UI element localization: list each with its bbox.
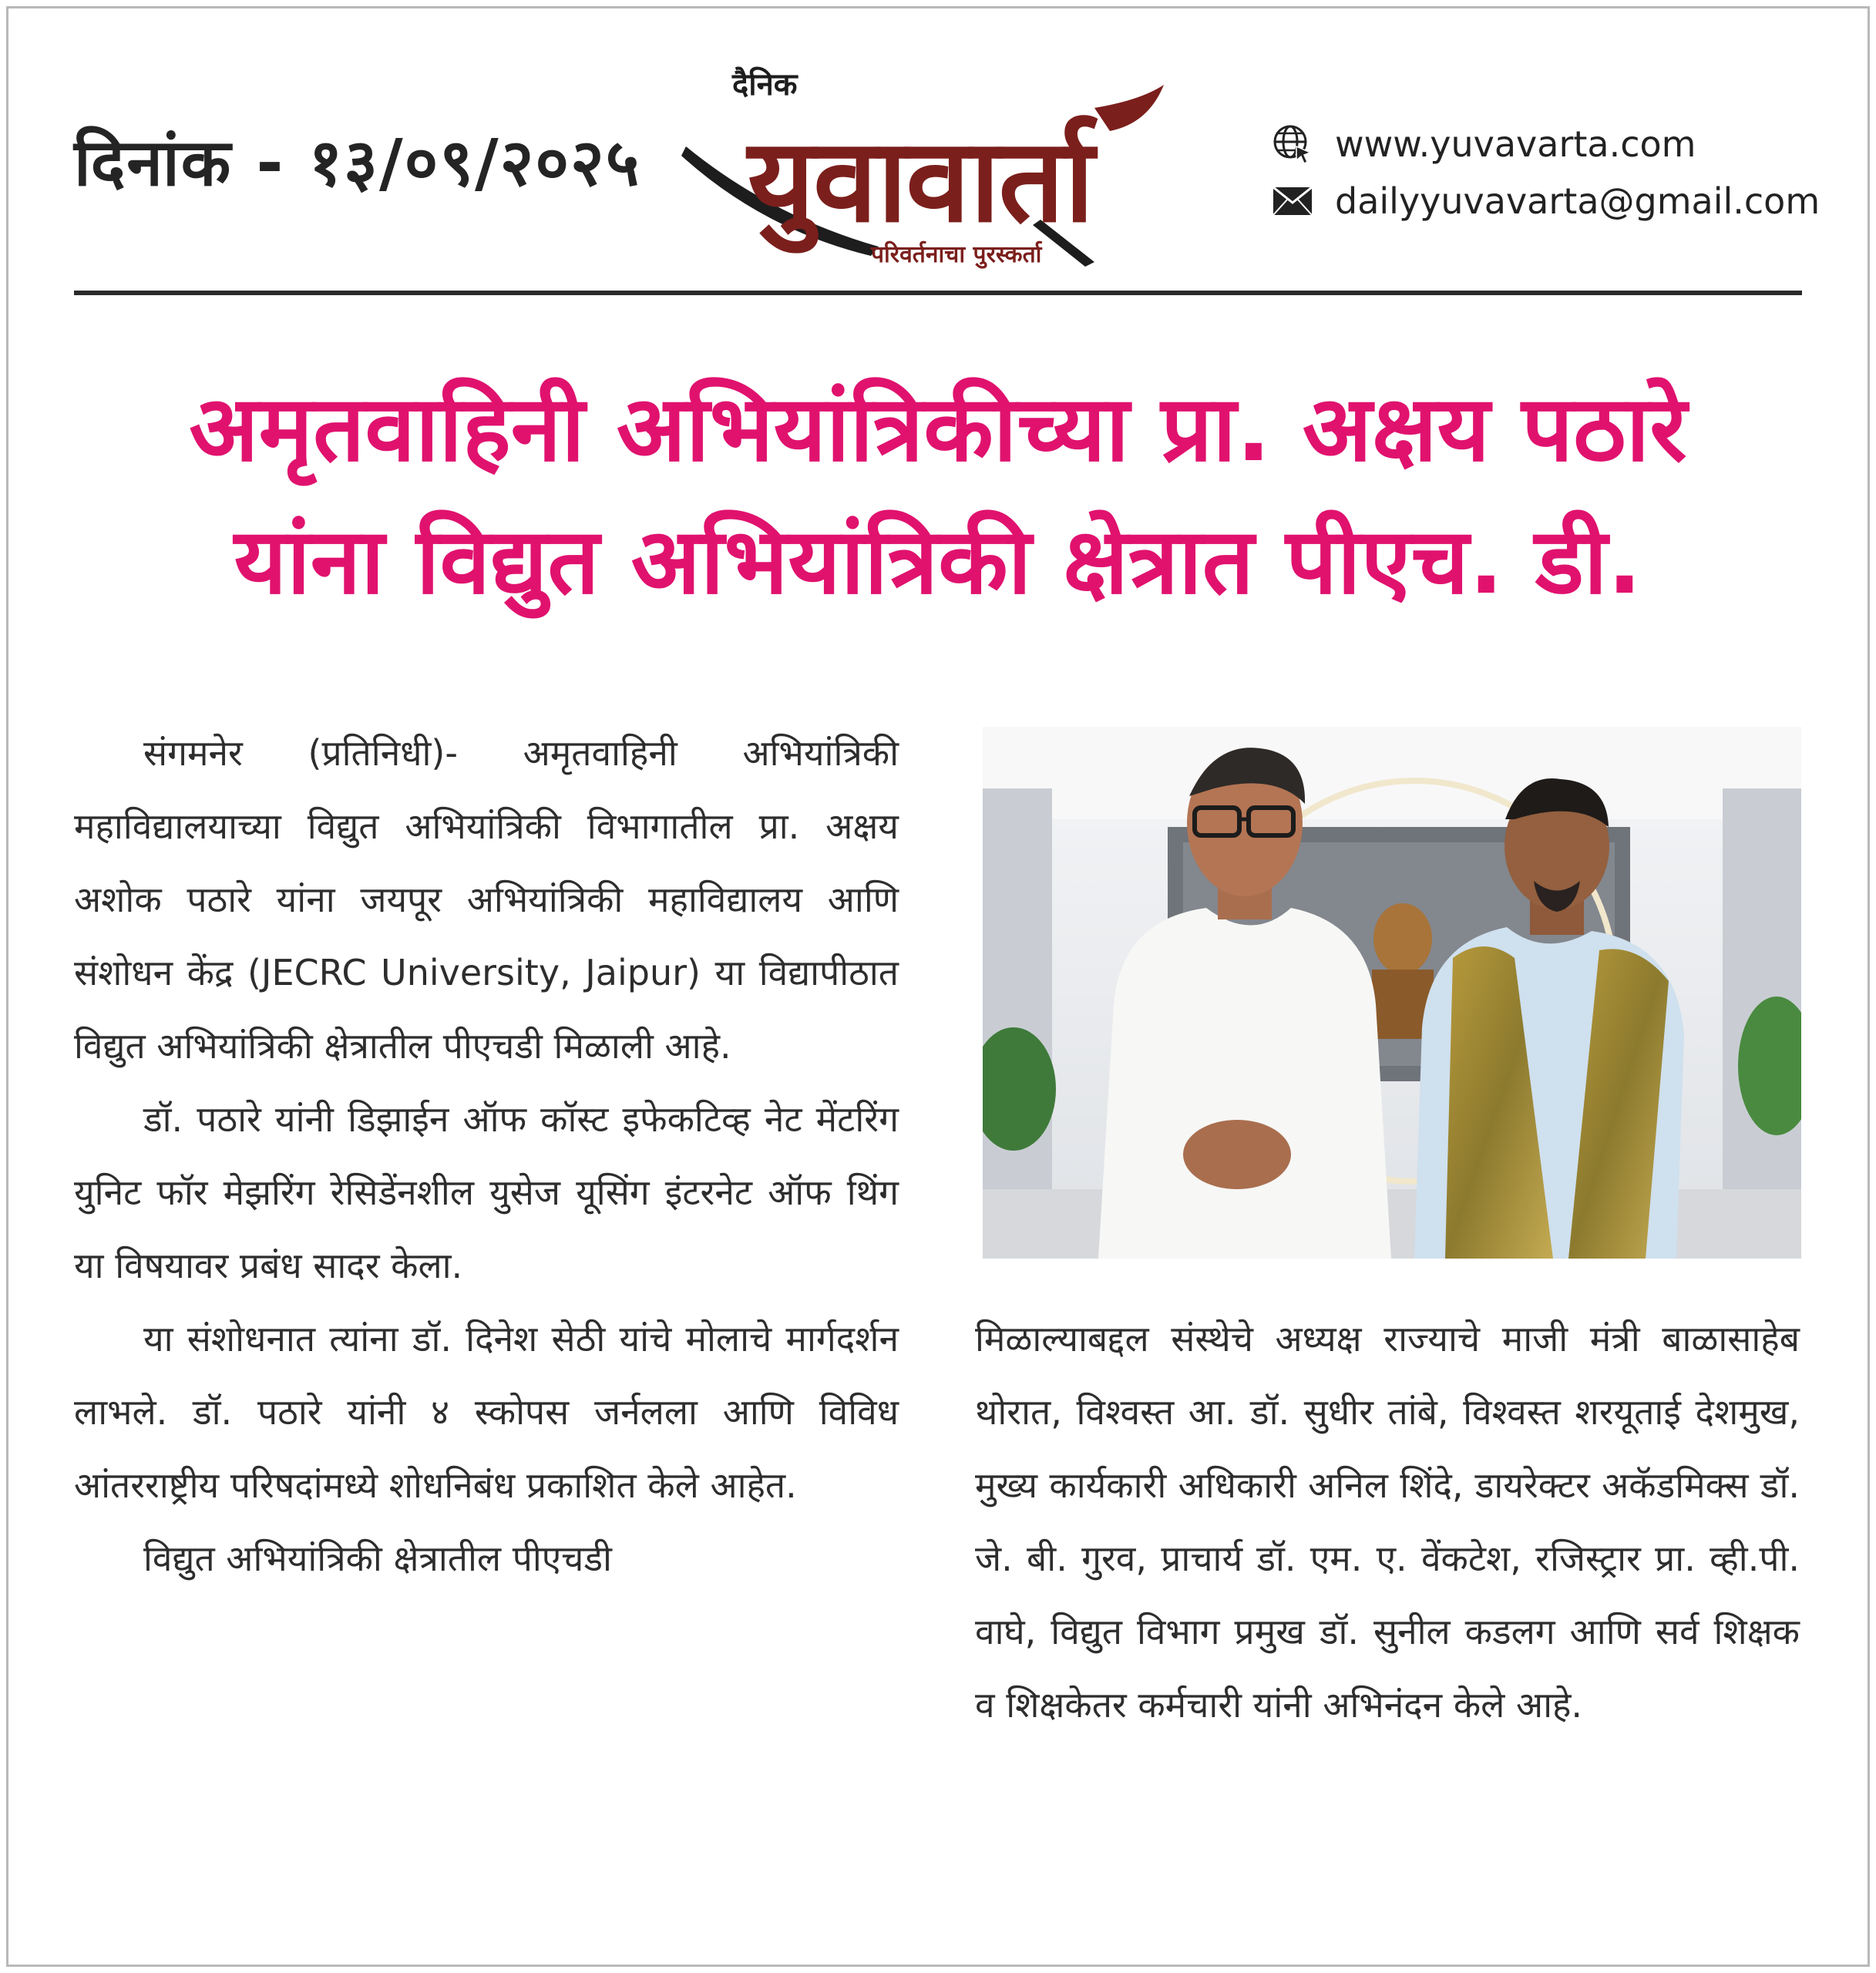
article-paragraph-3: या संशोधनात त्यांना डॉ. दिनेश सेठी यांचे मोलाचे मार्गदर्शन लाभले. डॉ. पठारे यांनी ४ स्कोपस जर्नलला आणि विविध आंतरराष्ट्रीय परिषदांमध्ये शोधनिबंध प्रकाशित केले आहेत.	[74, 1318, 899, 1506]
photo-two-men-illustration	[983, 727, 1801, 1259]
headline	[46, 362, 1830, 627]
envelope-icon	[1272, 186, 1313, 217]
website-link[interactable]: www.yuvavarta.com	[1335, 123, 1696, 165]
website-row[interactable]	[1272, 116, 1820, 173]
headline-line-1: अमृतवाहिनी अभियांत्रिकीच्या प्रा. अक्षय पठारे	[189, 375, 1687, 482]
contact-block	[1272, 116, 1820, 230]
header-divider	[74, 291, 1802, 295]
masthead-logo	[678, 54, 1172, 285]
issue-date: दिनांक - १३/०९/२०२५	[74, 125, 641, 200]
email-link[interactable]: dailyyuvavarta@gmail.com	[1335, 180, 1821, 222]
headline-line-2: यांना विद्युत अभियांत्रिकी क्षेत्रात पीएच. डी.	[234, 508, 1642, 614]
article-column-left	[74, 717, 899, 1595]
article-column-right	[975, 1302, 1800, 1742]
logo-prefix: दैनिक	[732, 67, 798, 103]
logo-title: युवावार्ता	[748, 114, 1093, 248]
article-paragraph-1: संगमनेर (प्रतिनिधी)- अमृतवाहिनी अभियांत्रिकी महाविद्यालयाच्या विद्युत अभियांत्रिकी विभागातील प्रा. अक्षय अशोक पठारे यांना जयपूर अभियांत्रिकी महाविद्यालय आणि संशोधन केंद्र (JECRC University, Jaipur) या विद्यापीठात विद्युत अभियांत्रिकी क्षेत्रातील पीएचडी मिळाली आहे.	[74, 732, 899, 1067]
article-photo	[983, 727, 1801, 1259]
article-paragraph-5: मिळाल्याबद्दल संस्थेचे अध्यक्ष राज्याचे माजी मंत्री बाळासाहेब थोरात, विश्वस्त आ. डॉ. सुधीर तांबे, विश्वस्त शरयूताई देशमुख, मुख्य कार्यकारी अधिकारी अनिल शिंदे, डायरेक्टर अकॅडमिक्स डॉ. जे. बी. गुरव, प्राचार्य डॉ. एम. ए. वेंकटेश, रजिस्ट्रार प्रा. व्ही.पी. वाघे, विद्युत विभाग प्रमुख डॉ. सुनील कडलग आणि सर्व शिक्षक व शिक्षकेतर कर्मचारी यांनी अभिनंदन केले आहे.	[975, 1318, 1800, 1726]
email-row[interactable]	[1272, 173, 1820, 230]
article-paragraph-2: डॉ. पठारे यांनी डिझाईन ऑफ कॉस्ट इफेकटिव्ह नेट मेंटरिंग युनिट फॉर मेझरिंग रेसिडेंनशील युसेज यूसिंग इंटरनेट ऑफ थिंग या विषयावर प्रबंध सादर केला.	[74, 1098, 899, 1286]
article-paragraph-4: विद्युत अभियांत्रिकी क्षेत्रातील पीएचडी	[143, 1538, 612, 1579]
logo-tagline: परिवर्तनाचा पुरस्कर्ता	[871, 241, 1042, 268]
globe-cursor-icon	[1272, 123, 1313, 165]
